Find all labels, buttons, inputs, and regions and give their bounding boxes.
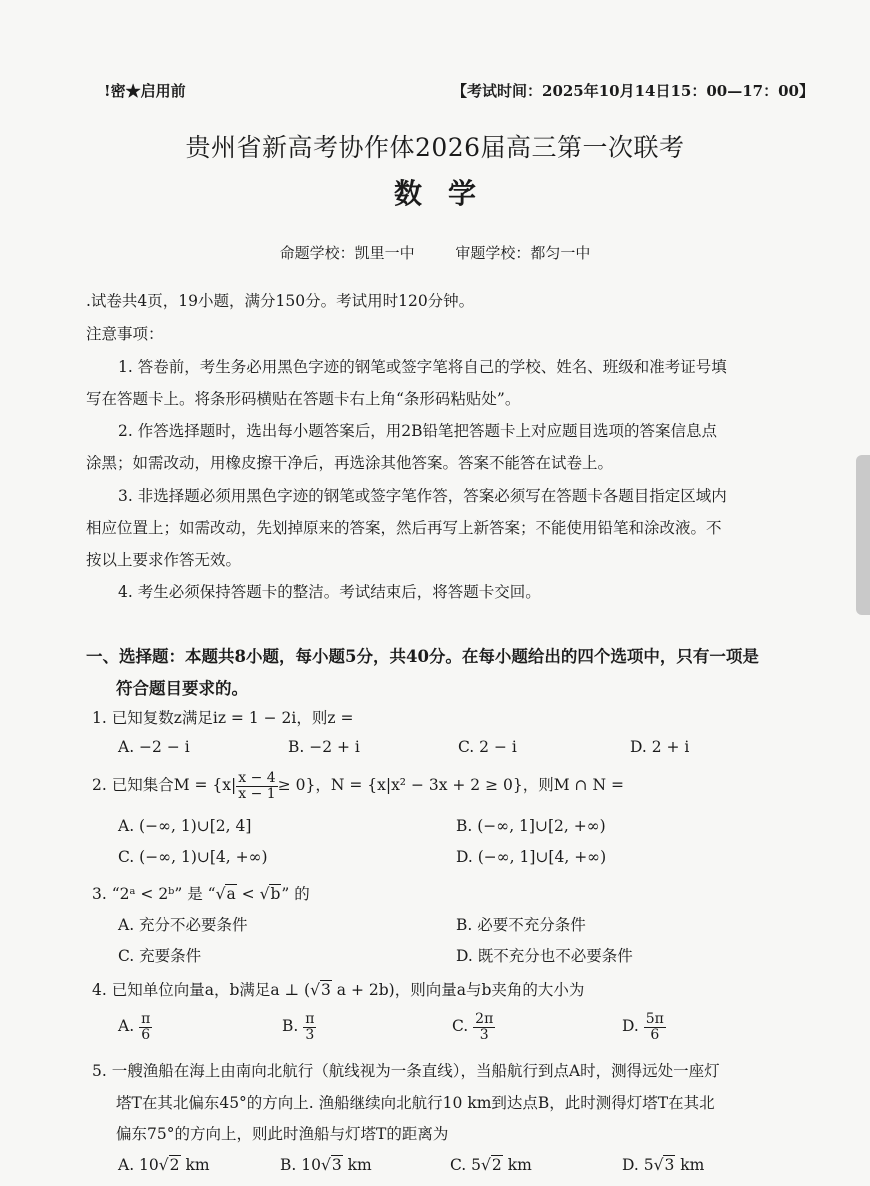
q4-c-num: 2π: [475, 1011, 494, 1027]
intro-text: .试卷共4页，19小题，满分150分。考试用时120分钟。: [86, 292, 475, 310]
question-5-line-1: 5. 一艘渔船在海上由南向北航行（航线视为一条直线），当船航行到点A时，测得远处一座灯: [92, 1062, 720, 1080]
section-1-heading-line-2: 符合题目要求的。: [116, 679, 248, 698]
q1-option-c: C. 2 − i: [458, 738, 517, 756]
subject-title: 数学: [393, 177, 502, 210]
q2-fraction: [236, 771, 277, 801]
q2-frac-denominator: x − 1: [238, 785, 276, 802]
q3-option-a: A. 充分不必要条件: [118, 916, 248, 934]
q5-d-radicand: 3: [664, 1156, 675, 1174]
q4-option-b-label: B.: [282, 1017, 299, 1036]
q4-option-d-label: D.: [622, 1017, 639, 1036]
q4-d-num: 5π: [645, 1011, 664, 1027]
reviewer-school: 审题学校：都匀一中: [455, 244, 591, 262]
confidential-mark: !密★启用前: [104, 82, 186, 100]
q5-c-prefix: C. 5: [450, 1156, 482, 1174]
notice-heading: 注意事项：: [86, 325, 164, 343]
q4-option-b-fraction: [303, 1012, 316, 1042]
q5-a-prefix: A. 10: [118, 1156, 159, 1174]
q4-option-d-fraction: [644, 1012, 666, 1042]
q2-option-c: C. (−∞, 1)∪[4, +∞): [118, 848, 268, 866]
q2-stem-suffix: ≥ 0}，N = {x|x² − 3x + 2 ≥ 0}，则M ∩ N =: [277, 776, 624, 795]
q3-stem-prefix: 3. “2ᵃ < 2ᵇ” 是 “: [92, 885, 216, 903]
q3-option-b: B. 必要不充分条件: [456, 916, 586, 934]
scrollbar-thumb[interactable]: [856, 455, 870, 615]
q1-option-a: A. −2 − i: [118, 738, 190, 756]
proposer-school: 命题学校：凯里一中: [279, 244, 415, 262]
q4-d-den: 6: [650, 1026, 660, 1043]
exam-time: 【考试时间：2025年10月14日15：00—17：00】: [452, 82, 814, 100]
question-2-stem: [92, 771, 624, 801]
school-line: [0, 242, 870, 263]
q4-stem-suffix: a + 2b)，则向量a与b夹角的大小为: [331, 981, 585, 999]
question-3-stem: 3. “2ᵃ < 2ᵇ” 是 “√a < √b” 的: [92, 885, 310, 903]
q4-a-den: 6: [141, 1026, 151, 1043]
q4-option-c-label: C.: [452, 1017, 469, 1036]
q4-option-c-fraction: [473, 1012, 495, 1042]
q3-option-d: D. 既不充分也不必要条件: [456, 947, 633, 965]
notice-2-line-2: 涂黑；如需改动，用橡皮擦干净后，再选涂其他答案。答案不能答在试卷上。: [86, 454, 614, 472]
q5-d-prefix: D. 5: [622, 1156, 654, 1174]
question-5-line-2: 塔T在其北偏东45°的方向上. 渔船继续向北航行10 km到达点B，此时测得灯塔T在其北: [116, 1094, 715, 1112]
q5-b-prefix: B. 10: [280, 1156, 321, 1174]
q5-a-radicand: 2: [169, 1156, 180, 1174]
q3-stem-suffix: ” 的: [281, 885, 310, 903]
q2-option-b: B. (−∞, 1]∪[2, +∞): [456, 817, 606, 835]
q5-c-unit: km: [502, 1156, 532, 1174]
q4-b-den: 3: [305, 1026, 315, 1043]
notice-4-line-1: 4. 考生必须保持答题卡的整洁。考试结束后，将答题卡交回。: [118, 583, 541, 601]
q5-option-c: C. 5√2 km: [450, 1156, 532, 1174]
q4-c-den: 3: [479, 1026, 489, 1043]
q5-option-d: D. 5√3 km: [622, 1156, 705, 1174]
q4-stem-prefix: 4. 已知单位向量a，b满足a ⊥ (: [92, 981, 311, 999]
q3-less-than: <: [236, 885, 260, 903]
q5-b-radicand: 3: [331, 1156, 342, 1174]
notice-3-line-1: 3. 非选择题必须用黑色字迹的钢笔或签字笔作答，答案必须写在答题卡各题目指定区域内: [118, 487, 727, 505]
q2-option-d: D. (−∞, 1]∪[4, +∞): [456, 848, 607, 866]
q5-option-a: A. 10√2 km: [118, 1156, 210, 1174]
notice-3-line-2: 相应位置上；如需改动，先划掉原来的答案，然后再写上新答案；不能使用铅笔和涂改液。不: [86, 519, 722, 537]
q4-option-c: [452, 1012, 495, 1042]
q1-option-d: D. 2 + i: [630, 738, 690, 756]
q2-option-a: A. (−∞, 1)∪[2, 4]: [118, 817, 252, 835]
q4-option-a-fraction: [139, 1012, 152, 1042]
exam-title: 贵州省新高考协作体2026届高三第一次联考: [185, 133, 685, 162]
notice-2-line-1: 2. 作答选择题时，选出每小题答案后，用2B铅笔把答题卡上对应题目选项的答案信息点: [118, 422, 717, 440]
notice-1-line-2: 写在答题卡上。将条形码横贴在答题卡右上角“条形码粘贴处”。: [86, 390, 521, 408]
q4-option-b: [282, 1012, 316, 1042]
q5-a-unit: km: [180, 1156, 210, 1174]
q2-stem-prefix: 2. 已知集合M = {x|: [92, 776, 237, 795]
q2-frac-numerator: x − 4: [238, 770, 276, 786]
notice-1-line-1: 1. 答卷前，考生务必用黑色字迹的钢笔或签字笔将自己的学校、姓名、班级和准考证号填: [118, 358, 727, 376]
q3-sqrt-a: a: [226, 885, 236, 903]
question-5-line-3: 偏东75°的方向上，则此时渔船与灯塔T的距离为: [116, 1125, 449, 1143]
section-1-heading-line-1: 一、选择题：本题共8小题，每小题5分，共40分。在每小题给出的四个选项中，只有一项是: [86, 647, 759, 666]
q4-b-num: π: [305, 1011, 315, 1027]
q4-a-num: π: [141, 1011, 151, 1027]
question-4-stem: 4. 已知单位向量a，b满足a ⊥ (√3 a + 2b)，则向量a与b夹角的大小为: [92, 981, 585, 999]
q5-d-unit: km: [675, 1156, 705, 1174]
question-1-stem: 1. 已知复数z满足iz = 1 − 2i，则z =: [92, 709, 354, 727]
notice-3-line-3: 按以上要求作答无效。: [86, 551, 242, 569]
q3-option-c: C. 充要条件: [118, 947, 202, 965]
q4-option-a-label: A.: [118, 1017, 135, 1036]
q4-sqrt-3: 3: [321, 981, 331, 999]
q5-option-b: B. 10√3 km: [280, 1156, 372, 1174]
q5-b-unit: km: [342, 1156, 372, 1174]
q4-option-d: [622, 1012, 666, 1042]
q5-c-radicand: 2: [491, 1156, 502, 1174]
q3-sqrt-b: b: [270, 885, 281, 903]
q1-option-b: B. −2 + i: [288, 738, 360, 756]
q4-option-a: [118, 1012, 152, 1042]
